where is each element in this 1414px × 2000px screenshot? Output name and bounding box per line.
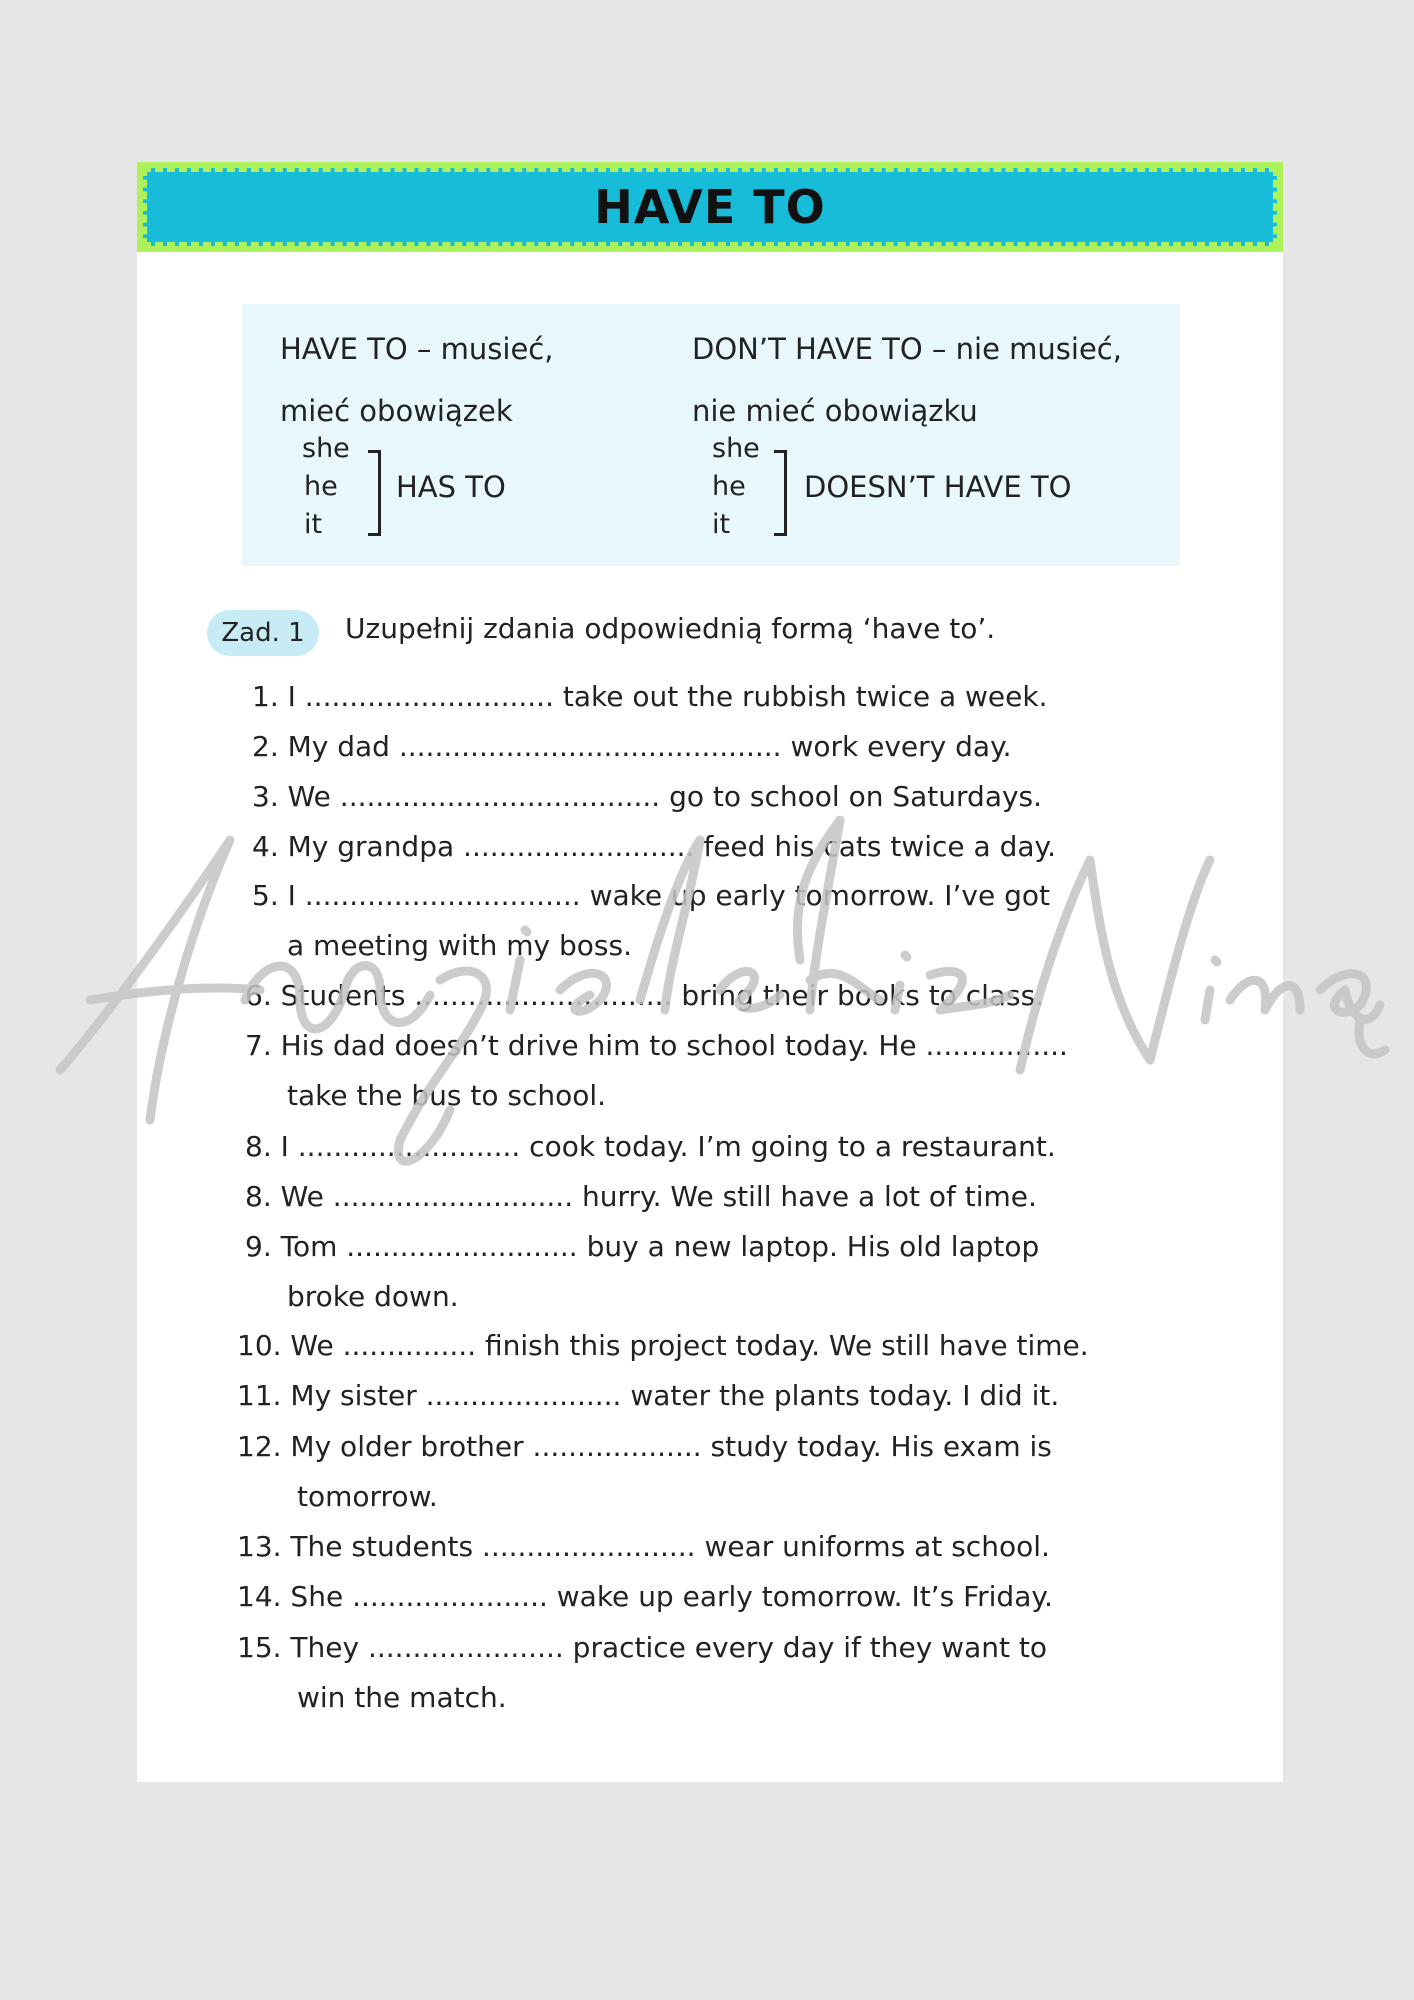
exercise-line: tomorrow.: [297, 1480, 438, 1513]
pronoun-he: he: [304, 471, 338, 502]
exercise-line: 11. My sister ...................... water the plants today. I did it.: [237, 1379, 1060, 1412]
pronoun-she: she: [302, 433, 350, 464]
page-title: HAVE TO: [594, 180, 826, 234]
has-to-label: HAS TO: [396, 470, 506, 504]
rule-right-line2: nie mieć obowiązku: [692, 394, 978, 428]
worksheet-page: [137, 162, 1283, 1782]
doesnt-have-to-label: DOESN’T HAVE TO: [804, 470, 1072, 504]
exercise-line: take the bus to school.: [287, 1079, 607, 1112]
exercise-line: 5. I ............................... wake up early tomorrow. I’ve got: [252, 879, 1050, 912]
exercise-line: broke down.: [287, 1280, 459, 1313]
title-banner: [137, 162, 1283, 252]
exercise-line: a meeting with my boss.: [287, 929, 632, 962]
grammar-rule-box: [242, 304, 1180, 566]
exercise-line: 1. I ............................ take out the rubbish twice a week.: [252, 680, 1048, 713]
exercise-line: 2. My dad ........................................... work every day.: [252, 730, 1012, 763]
bracket-right: [774, 450, 787, 536]
rule-left-line1: HAVE TO – musieć,: [280, 332, 554, 366]
exercise-line: 8. I ......................... cook today. I’m going to a restaurant.: [245, 1130, 1056, 1163]
exercise-instruction: Uzupełnij zdania odpowiednią formą ‘have to’.: [345, 612, 996, 645]
exercise-line: 4. My grandpa .......................... feed his cats twice a day.: [252, 830, 1057, 863]
pronoun-she: she: [712, 433, 760, 464]
pronoun-list-left: [302, 430, 350, 544]
bracket-left: [368, 450, 381, 536]
pronoun-list-right: [712, 430, 760, 544]
exercise-line: 6. Students ............................. bring their books to class.: [245, 979, 1045, 1012]
title-inner: [143, 168, 1277, 246]
exercise-line: 9. Tom .......................... buy a new laptop. His old laptop: [245, 1230, 1040, 1263]
exercise-line: 3. We .................................... go to school on Saturdays.: [252, 780, 1043, 813]
exercise-badge: Zad. 1: [207, 610, 319, 656]
exercise-line: 8. We ........................... hurry. We still have a lot of time.: [245, 1180, 1037, 1213]
rule-right-line1: DON’T HAVE TO – nie musieć,: [692, 332, 1122, 366]
exercise-line: 14. She ...................... wake up early tomorrow. It’s Friday.: [237, 1580, 1053, 1613]
pronoun-it: it: [712, 509, 731, 540]
pronoun-it: it: [304, 509, 323, 540]
exercise-line: 10. We ............... finish this project today. We still have time.: [237, 1329, 1089, 1362]
exercise-line: 13. The students ........................ wear uniforms at school.: [237, 1530, 1050, 1563]
rule-left-line2: mieć obowiązek: [280, 394, 513, 428]
exercise-line: 12. My older brother ................... study today. His exam is: [237, 1430, 1052, 1463]
exercise-line: 7. His dad doesn’t drive him to school today. He ................: [245, 1029, 1068, 1062]
exercise-line: win the match.: [297, 1681, 507, 1714]
pronoun-he: he: [712, 471, 746, 502]
exercise-line: 15. They ...................... practice every day if they want to: [237, 1631, 1047, 1664]
